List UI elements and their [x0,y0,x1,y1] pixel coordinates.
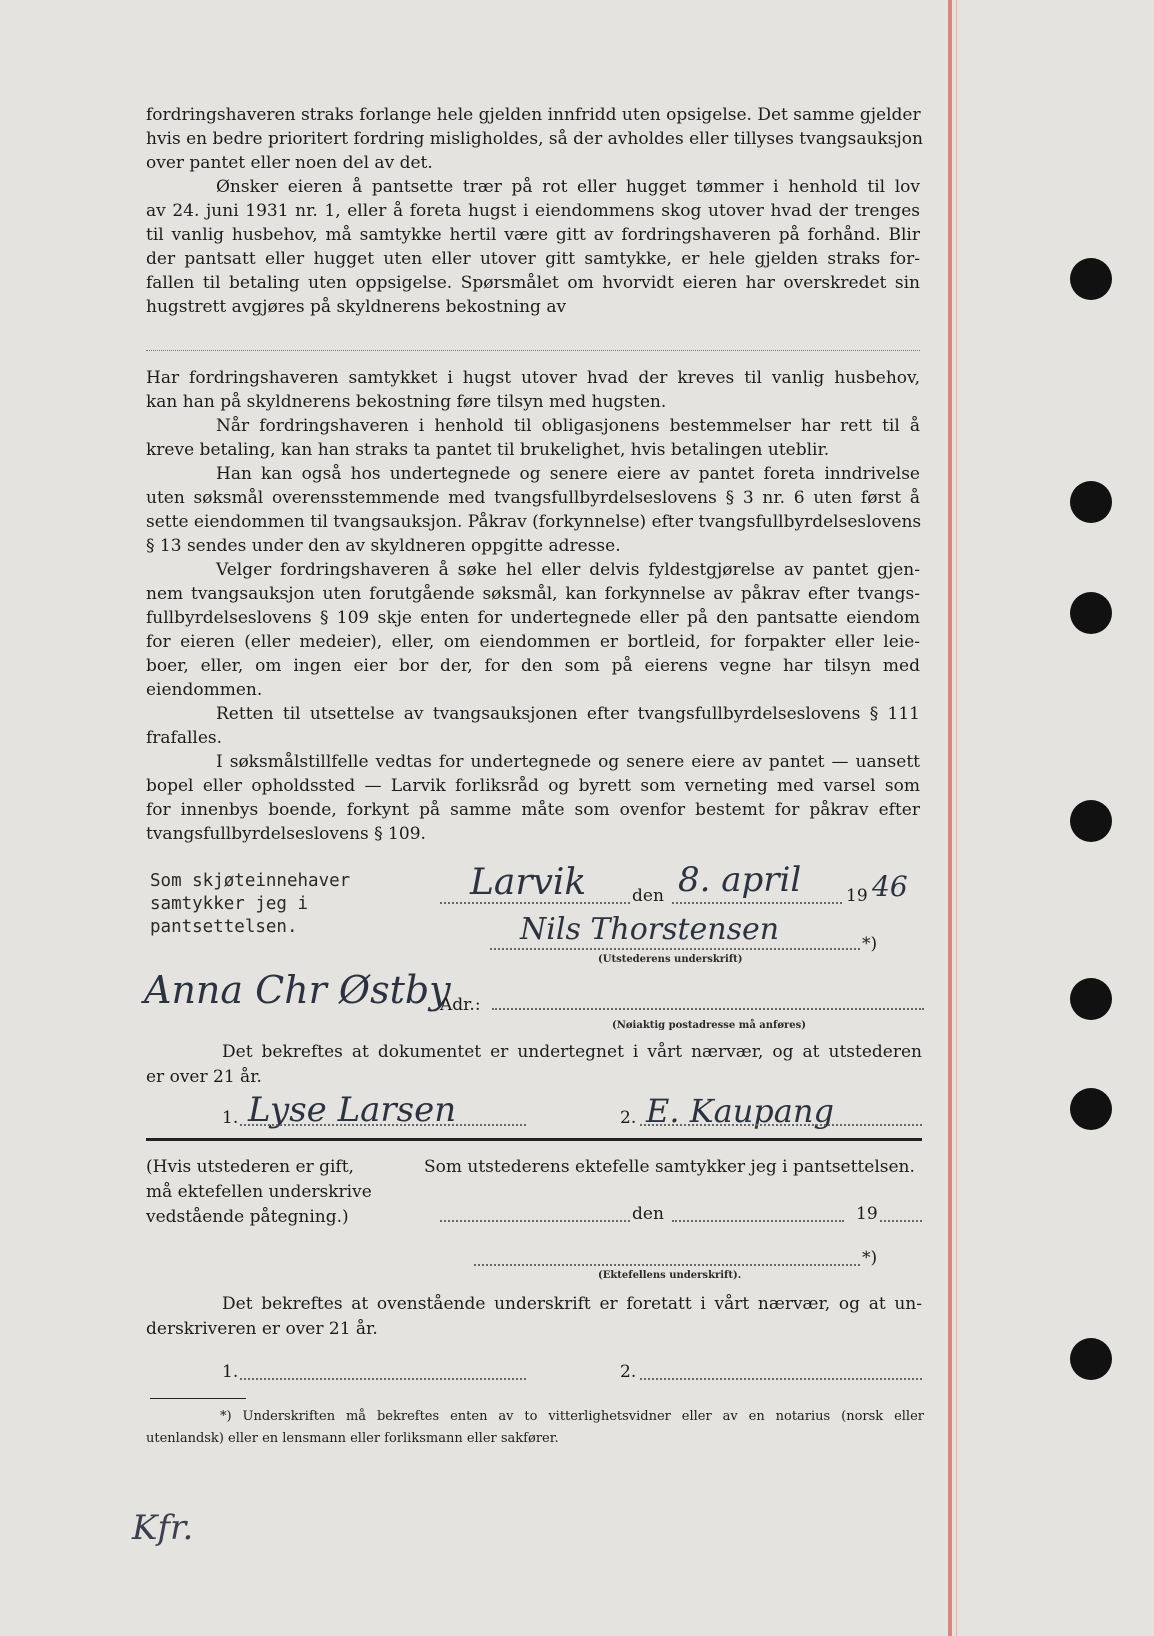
text-line: til vanlig husbehov, må samtykke hertil være gitt av fordringshaveren på forhånd. Blir [146,225,920,245]
spouse-note-line: vedstående påtegning.) [146,1207,349,1227]
spouse-note-line: (Hvis utstederen er gift, [146,1157,354,1177]
text-line: bopel eller opholdssted — Larvik forliksråd og byrett som verneting med varsel som [146,776,920,796]
witness-text-line: Det bekreftes at dokumentet er undertegnet i vårt nærvær, og at utstederen [222,1042,922,1062]
text-line: fullbyrdelseslovens § 109 skje enten for undertegnede eller på den pantsatte eiendom [146,608,920,628]
text-line: Retten til utsettelse av tvangsauksjonen efter tvangsfullbyrdelseslovens § 111 [216,704,920,724]
text-line: boer, eller, om ingen eier bor der, for den som på eierens vegne har tilsyn med [146,656,920,676]
place-handwritten: Larvik [470,862,587,903]
text-line: I søksmålstillfelle vedtas for undertegnede og senere eiere av pantet — uansett [216,752,920,772]
punch-hole [1070,800,1112,842]
spouse-note-line: må ektefellen underskrive [146,1182,372,1202]
typed-note-line: pantsettelsen. [150,917,298,937]
text-line: frafalles. [146,728,223,748]
witness2-signature: E. Kaupang [646,1092,834,1130]
text-line: der pantsatt eller hugget uten eller utover gitt samtykke, er hele gjelden straks for- [146,249,920,269]
address-caption: (Nøiaktig postadresse må anføres) [612,1020,807,1031]
footnote-rule [150,1398,246,1399]
text-line: sette eiendommen til tvangsauksjon. Påkrav (forkynnelse) efter tvangsfullbyrdelseslovens [146,512,922,532]
issuer-caption: (Utstederens underskrift) [598,954,743,965]
punch-hole [1070,592,1112,634]
issuer-signature-line [490,948,860,950]
text-line: over pantet eller noen del av det. [146,153,433,173]
spouse-year-line [880,1220,922,1222]
text-line: Ønsker eieren å pantsette trær på rot eller hugget tømmer i henhold til lov [216,177,920,197]
text-line: tvangsfullbyrdelseslovens § 109. [146,824,426,844]
witness-number: 1. [222,1362,239,1382]
text-line: kan han på skyldnerens bekostning føre tilsyn med hugsten. [146,392,667,412]
text-line: Har fordringshaveren samtykket i hugst utover hvad der kreves til vanlig husbehov, [146,368,920,388]
den-label: den [632,886,664,906]
spouse-place-line [440,1220,630,1222]
spouse-asterisk: *) [862,1248,878,1268]
typed-note-line: samtykker jeg i [150,894,309,914]
spouse-year-prefix: 19 [856,1204,878,1224]
text-line: § 13 sendes under den av skyldneren oppgitte adresse. [146,536,621,556]
text-line: nem tvangsauksjon uten forutgående søksmål, kan forkynnelse av påkrav efter tvangs- [146,584,920,604]
section-rule [146,1138,922,1141]
spouse-caption: (Ektefellens underskrift). [598,1270,742,1281]
witness1-signature: Lyse Larsen [248,1090,457,1130]
footnote-line: utenlandsk) eller en lensmann eller forliksmann eller sakfører. [146,1431,559,1446]
text-line: Når fordringshaveren i henhold til obligasjonens bestemmelser har rett til å [216,416,920,436]
witness-number: 1. [222,1108,239,1128]
punch-hole [1070,481,1112,523]
red-margin-line-thin [956,0,957,1636]
witness-number: 2. [620,1108,637,1128]
year-prefix: 19 [846,886,868,906]
spouse-den-label: den [632,1204,664,1224]
text-line: for eieren (eller medeier), eller, om eiendommen er bortleid, for forpakter eller leie- [146,632,920,652]
blank-dotted-line [146,350,920,351]
handwritten-initials: Kfr. [132,1508,194,1548]
witness-text-line: er over 21 år. [146,1067,262,1087]
date-dotted-line [672,902,842,904]
text-line: fallen til betaling uten oppsigelse. Spørsmålet om hvorvidt eieren har overskredet sin [146,273,920,293]
footnote-line: *) Underskriften må bekreftes enten av to vitterlighetsvidner eller av en notarius (norsk eller [220,1409,924,1424]
witness1-line [240,1124,526,1126]
spouse-consent-text: Som utstederens ektefelle samtykker jeg i pantsettelsen. [424,1157,915,1177]
text-line: hvis en bedre prioritert fordring misligholdes, så der avholdes eller tillyses tvangsauksjon [146,129,923,149]
punch-hole [1070,258,1112,300]
witness2-line [640,1124,922,1126]
adr-label: Adr.: [440,995,481,1015]
witness2-text-line: derskriveren er over 21 år. [146,1319,378,1339]
punch-hole [1070,1088,1112,1130]
text-line: hugstrett avgjøres på skyldnerens bekostning av [146,297,567,317]
witness-number: 2. [620,1362,637,1382]
text-line: av 24. juni 1931 nr. 1, eller å foreta hugst i eiendommens skog utover hvad der trenges [146,201,920,221]
witness-line [640,1378,922,1380]
punch-hole [1070,978,1112,1020]
text-line: uten søksmål overensstemmende med tvangsfullbyrdelseslovens § 3 nr. 6 uten først å [146,488,920,508]
text-line: for innenbys boende, forkynt på samme måte som ovenfor bestemt for påkrav efter [146,800,920,820]
cosigner-signature: Anna Chr Østby [144,968,451,1012]
witness-line [240,1378,526,1380]
red-margin-line [948,0,952,1636]
address-dotted-line [492,1008,924,1010]
place-dotted-line [440,902,630,904]
witness2-text-line: Det bekreftes at ovenstående underskrift er foretatt i vårt nærvær, og at un- [222,1294,922,1314]
punch-hole [1070,1338,1112,1380]
text-line: eiendommen. [146,680,263,700]
text-line: Velger fordringshaveren å søke hel eller delvis fyldestgjørelse av pantet gjen- [216,560,920,580]
text-line: kreve betaling, kan han straks ta pantet til brukelighet, hvis betalingen uteblir. [146,440,830,460]
issuer-asterisk: *) [862,934,878,954]
spouse-signature-line [474,1264,860,1266]
issuer-signature: Nils Thorstensen [520,912,780,947]
text-line: fordringshaveren straks forlange hele gjelden innfridd uten opsigelse. Det samme gjelder [146,105,921,125]
date-handwritten: 8. april [678,860,802,900]
spouse-date-line [672,1220,844,1222]
year-handwritten: 46 [872,870,908,903]
typed-note-line: Som skjøteinnehaver [150,871,351,891]
text-line: Han kan også hos undertegnede og senere eiere av pantet foreta inndrivelse [216,464,920,484]
